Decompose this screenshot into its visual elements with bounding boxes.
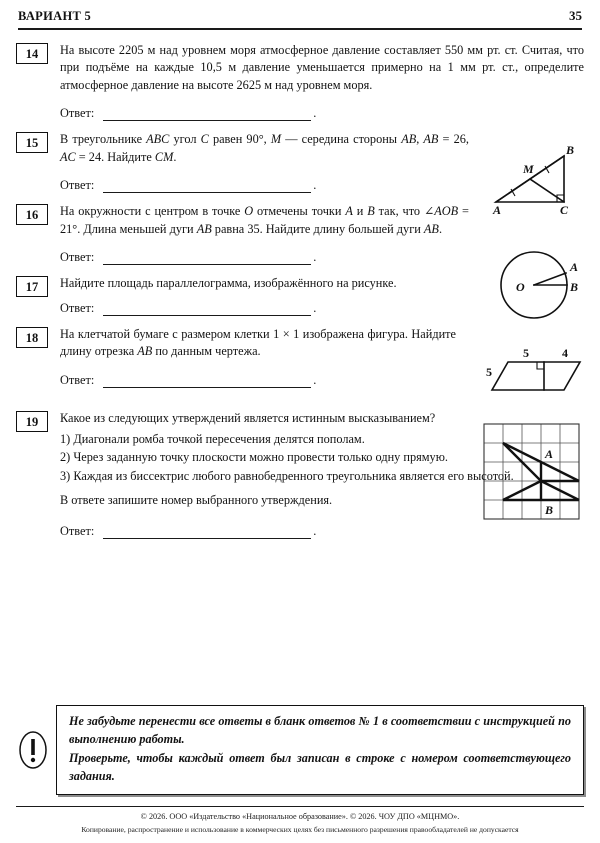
task-number-badge-14: 14 <box>16 43 48 64</box>
task-number-badge-19: 19 <box>16 411 48 432</box>
label-top-left: 5 <box>523 346 529 360</box>
task-15-answer-period: . <box>313 178 317 193</box>
header-divider <box>18 28 582 30</box>
statement-2: 2) Через заданную точку плоскости можно провести только одну прямую. <box>60 450 448 465</box>
t16-s7: . <box>438 221 443 236</box>
task-19-text: Какое из следующих утверждений является истинным высказыванием? <box>60 410 436 425</box>
t15-cm: CM <box>154 149 174 164</box>
page-footer <box>16 806 584 835</box>
task-number-badge-17: 17 <box>16 276 48 297</box>
task-19-body <box>60 410 584 539</box>
label-top-right: 4 <box>562 346 568 360</box>
label-a: A <box>493 203 502 217</box>
label-m: M <box>523 162 534 176</box>
t15-s1: В треугольнике <box>60 132 147 147</box>
task-number-badge-18: 18 <box>16 327 48 348</box>
task-16-answer-period: . <box>313 250 317 265</box>
t15-abc: ABC <box>146 132 170 147</box>
t15-s3: равен 90°, <box>208 132 271 147</box>
task-19-answer-field[interactable] <box>103 527 311 539</box>
t16-s2: отмечены точки <box>253 204 346 219</box>
label-side-left: 5 <box>486 365 492 379</box>
label-b: B <box>566 143 575 157</box>
warning-line-1: Не забудьте перенести все ответы в бланк ответов № 1 в соответствии с инструкцией по выполнению работы. <box>69 714 571 746</box>
t16-b: B <box>367 204 375 219</box>
label-a: A <box>570 260 579 274</box>
warning-line-2: Проверьте, чтобы каждый ответ был записан в строке с номером соответствующего задания. <box>69 751 571 784</box>
variant-title: ВАРИАНТ 5 <box>18 9 92 23</box>
task-18-answer-field[interactable] <box>103 376 311 388</box>
task-18-answer-label: Ответ: <box>60 372 95 387</box>
task-17-answer-period: . <box>313 300 317 315</box>
t16-s3: и <box>352 204 368 219</box>
t15-s8: . <box>173 149 177 164</box>
label-b: B <box>570 280 579 294</box>
statement-3: 3) Каждая из биссектрис любого равнобедренного треугольника является его высотой. <box>60 468 514 483</box>
t15-s6: = 26, <box>438 132 469 147</box>
copyright-line-1: © 2026. ООО «Издательство «Национальное образование». © 2026. ЧОУ ДПО «МЦНМО». <box>140 812 460 822</box>
median-cm <box>530 179 564 202</box>
task-16-answer-label: Ответ: <box>60 250 95 265</box>
task-18 <box>16 326 584 388</box>
task-19-answer-label: Ответ: <box>60 523 95 538</box>
copyright-line-2: Копирование, распространение и использование в коммерческих целях без письменного разрешения правообладателей не допускается <box>81 824 519 834</box>
t16-s5: = 21°. Длина меньшей дуги <box>60 204 469 236</box>
t15-c: C <box>200 132 209 147</box>
task-14-answer-field[interactable] <box>103 109 311 121</box>
t16-ab2: AB <box>423 221 439 236</box>
exclamation-icon <box>16 728 50 772</box>
task-number-badge-15: 15 <box>16 132 48 153</box>
page-header <box>16 0 584 26</box>
label-o: O <box>516 280 525 294</box>
task-17-body <box>60 275 584 315</box>
t15-s4: — середина стороны <box>281 132 402 147</box>
task-18-text <box>60 326 456 361</box>
t16-a: A <box>345 204 353 219</box>
task-14 <box>16 42 584 121</box>
task-16-text <box>60 203 469 238</box>
t16-s4: так, что ∠ <box>374 204 435 219</box>
task-14-answer-period: . <box>313 106 317 121</box>
task-15-answer-field[interactable] <box>103 181 311 193</box>
task-16-answer-field[interactable] <box>103 253 311 265</box>
task-18-answer-period: . <box>313 372 317 387</box>
t15-ab2: AB <box>423 132 439 147</box>
task-19 <box>16 410 584 539</box>
task-15-answer-label: Ответ: <box>60 178 95 193</box>
t18-ab: AB <box>137 344 153 359</box>
t15-s5: , <box>416 132 424 147</box>
t16-s1: На окружности с центром в точке <box>60 204 245 219</box>
task-17-text: Найдите площадь параллелограмма, изображённого на рисунке. <box>60 276 397 291</box>
task-18-body <box>60 326 584 388</box>
page-number: 35 <box>569 8 582 23</box>
task-19-instruction: В ответе запишите номер выбранного утверждения. <box>60 493 333 508</box>
warning-block <box>16 705 584 795</box>
warning-box <box>56 705 584 795</box>
t15-ac: AC <box>60 149 76 164</box>
task-15-text <box>60 131 469 166</box>
task-19-answer-period: . <box>313 523 317 538</box>
task-17-answer-field[interactable] <box>103 304 311 316</box>
label-c: C <box>560 203 569 217</box>
t15-s2: угол <box>169 132 201 147</box>
task-15-answer <box>60 178 469 193</box>
t18-s1: На клетчатой бумаге с размером клетки 1 × 1 изображена фигура. Найдите длину отрезка <box>60 326 456 359</box>
task-14-answer-label: Ответ: <box>60 106 95 121</box>
task-14-body <box>60 42 584 121</box>
t15-m: M <box>270 132 282 147</box>
task-number-badge-16: 16 <box>16 204 48 225</box>
t15-s7: = 24. Найдите <box>75 149 155 164</box>
task-14-answer <box>60 106 584 121</box>
t16-aob: AOB <box>434 204 459 219</box>
task-18-answer <box>60 373 456 388</box>
label-a: A <box>545 447 554 461</box>
task-19-statements <box>60 431 584 485</box>
task-14-text: На высоте 2205 м над уровнем моря атмосферное давление составляет 550 мм рт. ст. Считая, что при подъёме на каждые 10,5 м давление уменьшается примерно на 1 мм рт. ст., определите атмосферное давление на высоте 2625 м над уровнем моря. <box>60 43 584 92</box>
task-19-answer <box>60 524 584 539</box>
task-17-answer <box>60 301 454 316</box>
task-17 <box>16 275 584 315</box>
t16-o: O <box>244 204 254 219</box>
task-16-answer <box>60 250 469 265</box>
task-17-answer-label: Ответ: <box>60 300 95 315</box>
t15-ab: AB <box>401 132 417 147</box>
t16-ab: AB <box>196 221 212 236</box>
label-b: B <box>545 503 554 517</box>
statement-1: 1) Диагонали ромба точкой пересечения делятся пополам. <box>60 431 365 446</box>
t18-s2: по данным чертежа. <box>152 344 261 359</box>
t16-s6: равна 35. Найдите длину большей дуги <box>211 221 424 236</box>
footer-divider <box>16 806 584 808</box>
